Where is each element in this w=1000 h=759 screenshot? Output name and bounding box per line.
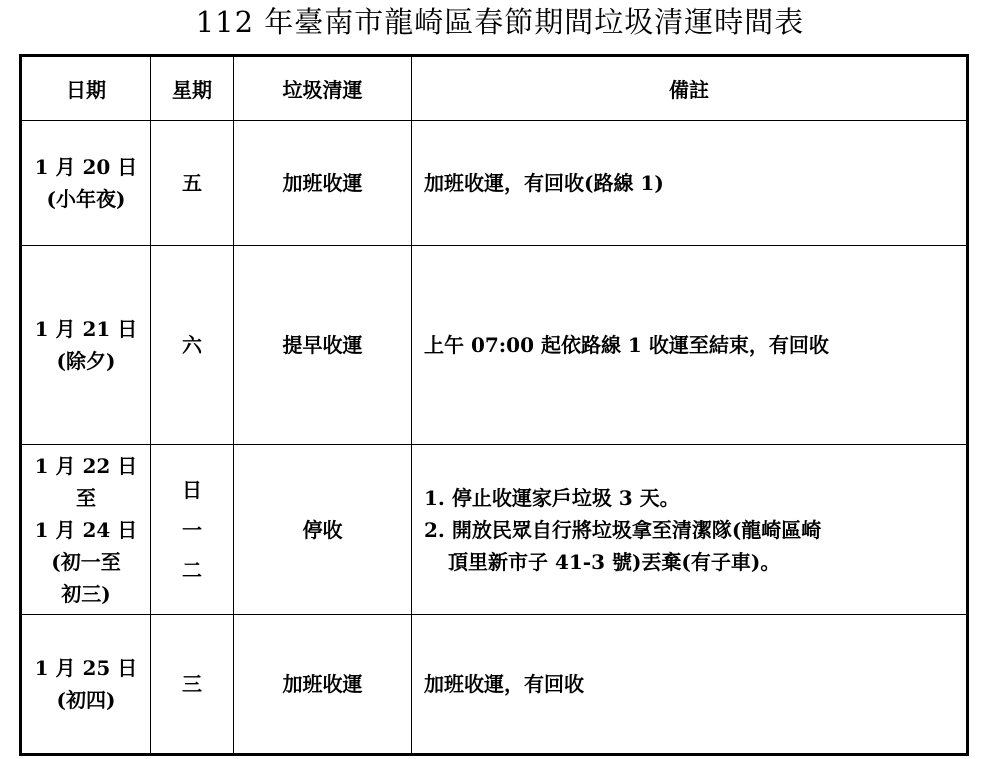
table-row: [21, 615, 968, 755]
page-title: 112 年臺南市龍崎區春節期間垃圾清運時間表: [195, 5, 805, 39]
collection-cell: 加班收運: [234, 615, 412, 755]
date-holiday: (初四): [56, 688, 116, 712]
header-weekday: 星期: [151, 56, 234, 121]
table-row: [21, 246, 968, 445]
date-text: 1 月 25 日: [34, 656, 138, 680]
date-text: 1 月 21 日: [34, 317, 138, 341]
note-cell: [412, 121, 968, 246]
table-header-row: [21, 56, 968, 121]
note-cell: [412, 246, 968, 445]
collection-cell: 提早收運: [234, 246, 412, 445]
header-date: 日期: [21, 56, 151, 121]
date-text: 1 月 20 日: [34, 155, 138, 179]
note-cell: [412, 615, 968, 755]
weekday-text: 日: [182, 477, 202, 502]
collection-cell: 停收: [234, 445, 412, 615]
date-text: 1 月 24 日: [34, 517, 138, 542]
date-cell: [21, 246, 151, 445]
weekday-text: 二: [182, 557, 202, 582]
note-cell: [412, 445, 968, 615]
date-cell: [21, 445, 151, 615]
weekday-cell: 三: [151, 615, 234, 755]
collection-cell: 加班收運: [234, 121, 412, 246]
date-holiday: 初三): [61, 581, 111, 606]
header-notes: 備註: [412, 56, 968, 121]
table-row: [21, 445, 968, 615]
header-collection: 垃圾清運: [234, 56, 412, 121]
note-line: 加班收運，有回收: [424, 672, 584, 696]
weekday-text: 一: [182, 517, 202, 542]
date-holiday: (初一至: [51, 549, 121, 574]
weekday-cell: 六: [151, 246, 234, 445]
date-holiday: (小年夜): [46, 187, 126, 211]
weekday-cell: 五: [151, 121, 234, 246]
note-line: 2. 開放民眾自行將垃圾拿至清潔隊(龍崎區崎: [424, 517, 822, 542]
note-line: 加班收運，有回收(路線 1): [424, 171, 664, 195]
note-line: 頂里新市子 41-3 號)丟棄(有子車)。: [448, 549, 781, 574]
table-row: [21, 121, 968, 246]
date-holiday: (除夕): [56, 349, 116, 373]
note-line: 1. 停止收運家戶垃圾 3 天。: [424, 485, 680, 510]
weekday-cell: [151, 445, 234, 615]
date-cell: [21, 615, 151, 755]
note-line: 上午 07:00 起依路線 1 收運至結束，有回收: [424, 333, 829, 357]
date-connector: 至: [76, 485, 96, 510]
date-text: 1 月 22 日: [34, 453, 138, 478]
date-cell: [21, 121, 151, 246]
schedule-table: [19, 54, 969, 756]
